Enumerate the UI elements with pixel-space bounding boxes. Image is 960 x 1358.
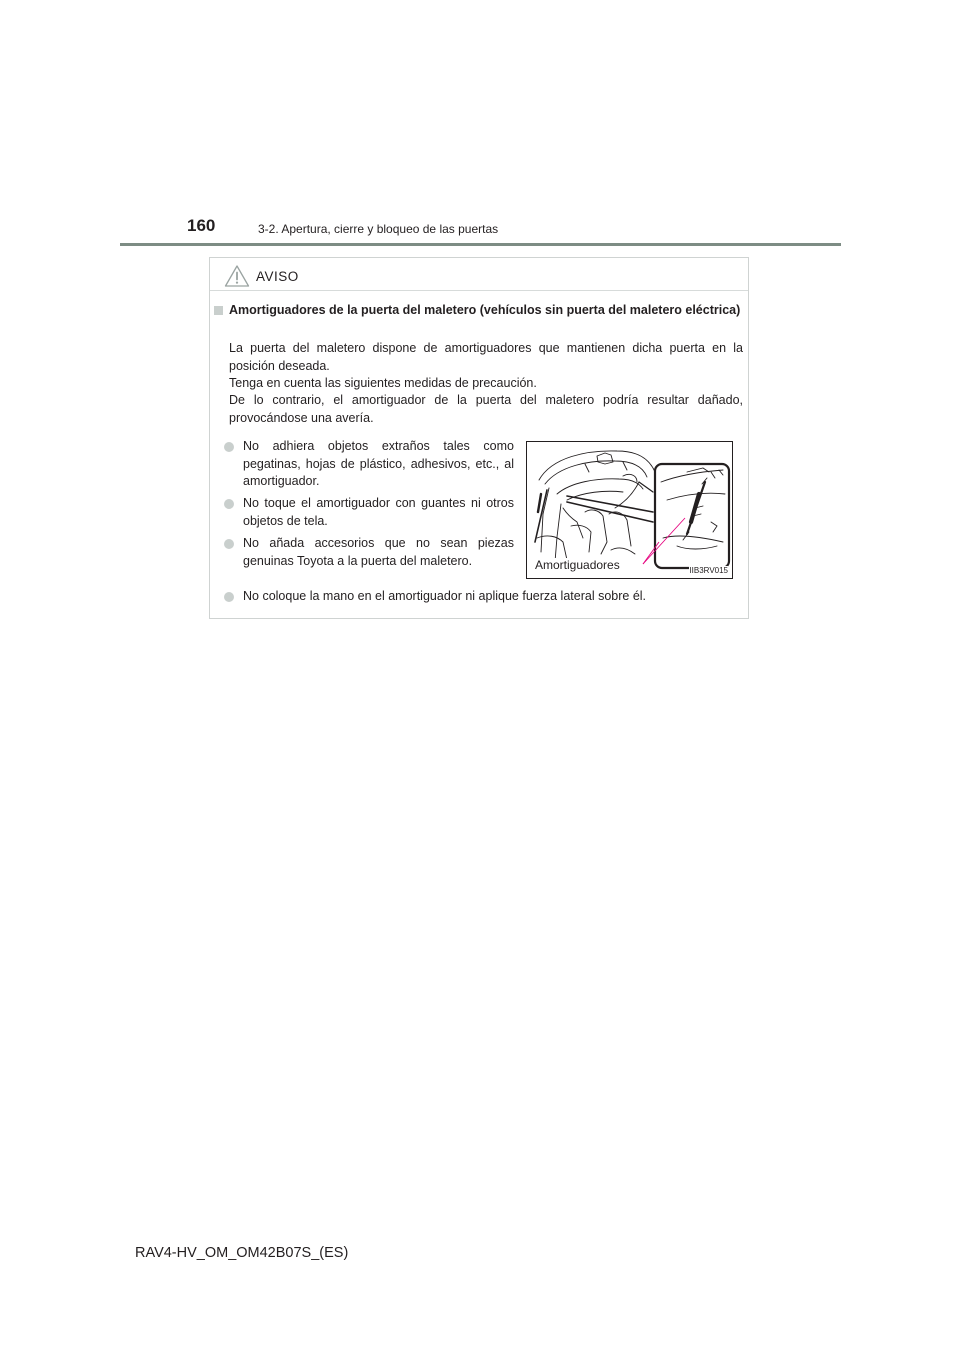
paragraph: De lo contrario, el amortiguador de la puerta del maletero podría resultar dañado, provocándose una avería. (229, 393, 743, 425)
figure-label: Amortiguadores (535, 558, 620, 572)
warning-divider (210, 290, 748, 291)
bullet-text: No coloque la mano en el amortiguador ni aplique fuerza lateral sobre él. (243, 589, 647, 603)
bullet-dot-icon (224, 442, 234, 452)
warning-header (224, 263, 299, 289)
bullet-item (224, 588, 724, 606)
warning-title: AVISO (256, 268, 299, 284)
page-number: 160 (187, 216, 216, 235)
section-title: 3-2. Apertura, cierre y bloqueo de las puertas (258, 222, 499, 236)
bullet-dot-icon (224, 499, 234, 509)
document-code: RAV4-HV_OM_OM42B07S_(ES) (135, 1245, 349, 1261)
bullet-item (224, 495, 514, 530)
bullet-text: No añada accesorios que no sean piezas genuinas Toyota a la puerta del maletero. (243, 536, 514, 568)
bullet-item (224, 438, 514, 491)
square-bullet-icon (214, 306, 223, 315)
bullet-text: No adhiera objetos extraños tales como pegatinas, hojas de plástico, adhesivos, etc., al amortiguador. (243, 439, 514, 488)
section-heading (214, 301, 744, 320)
bullet-item (224, 535, 514, 570)
warning-box (209, 257, 749, 619)
bullet-dot-icon (224, 539, 234, 549)
bullet-text: No toque el amortiguador con guantes ni otros objetos de tela. (243, 496, 514, 528)
damper-illustration (526, 441, 733, 579)
bullet-dot-icon (224, 592, 234, 602)
section-heading-text: Amortiguadores de la puerta del maletero (vehículos sin puerta del maletero eléctrica) (229, 303, 741, 317)
paragraph: La puerta del maletero dispone de amortiguadores que mantienen dicha puerta en la posición deseada. (229, 341, 743, 373)
header-rule (120, 243, 841, 246)
figure-code: IIB3RV015 (689, 566, 728, 575)
warning-triangle-icon (224, 264, 250, 288)
paragraph: Tenga en cuenta las siguientes medidas de precaución. (229, 376, 537, 390)
